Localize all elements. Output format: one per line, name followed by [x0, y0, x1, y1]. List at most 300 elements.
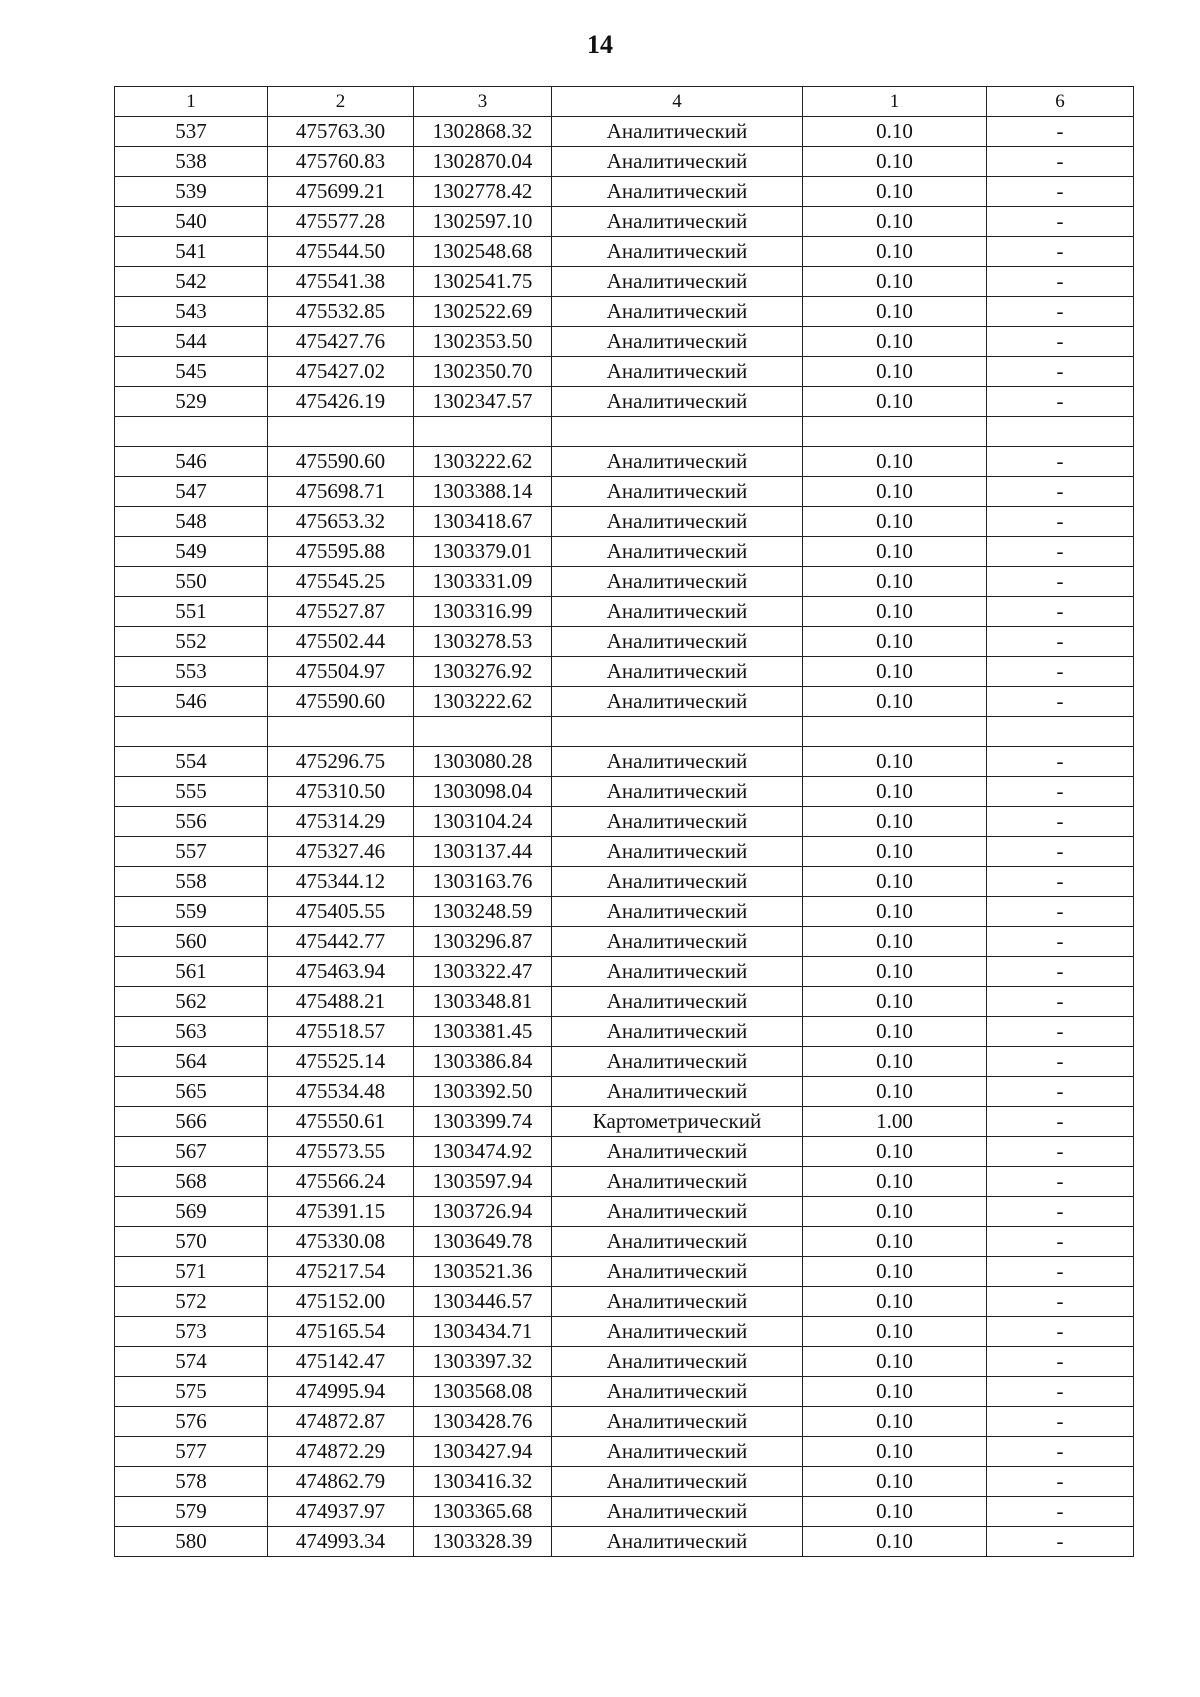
point-number-cell: 556	[115, 807, 268, 837]
note-cell: -	[987, 507, 1134, 537]
y-coordinate-cell: 1302350.70	[414, 357, 552, 387]
x-coordinate-cell: 475595.88	[268, 537, 414, 567]
y-coordinate-cell: 1303322.47	[414, 957, 552, 987]
accuracy-cell	[803, 417, 987, 447]
point-number-cell: 548	[115, 507, 268, 537]
point-number-cell: 573	[115, 1317, 268, 1347]
y-coordinate-cell: 1303446.57	[414, 1287, 552, 1317]
point-number-cell: 537	[115, 117, 268, 147]
table-row	[115, 477, 1134, 507]
header-cell: 4	[552, 87, 803, 117]
method-cell: Аналитический	[552, 1437, 803, 1467]
accuracy-cell: 0.10	[803, 657, 987, 687]
note-cell: -	[987, 1197, 1134, 1227]
note-cell: -	[987, 867, 1134, 897]
header-cell: 6	[987, 87, 1134, 117]
accuracy-cell: 0.10	[803, 237, 987, 267]
x-coordinate-cell: 475698.71	[268, 477, 414, 507]
table-header-row	[115, 87, 1134, 117]
accuracy-cell: 0.10	[803, 1077, 987, 1107]
y-coordinate-cell: 1303416.32	[414, 1467, 552, 1497]
method-cell: Аналитический	[552, 1227, 803, 1257]
accuracy-cell: 0.10	[803, 387, 987, 417]
method-cell: Аналитический	[552, 237, 803, 267]
x-coordinate-cell: 475525.14	[268, 1047, 414, 1077]
note-cell: -	[987, 477, 1134, 507]
x-coordinate-cell: 475590.60	[268, 447, 414, 477]
accuracy-cell: 0.10	[803, 627, 987, 657]
note-cell: -	[987, 777, 1134, 807]
x-coordinate-cell: 475534.48	[268, 1077, 414, 1107]
method-cell: Аналитический	[552, 507, 803, 537]
table-row	[115, 447, 1134, 477]
accuracy-cell: 0.10	[803, 1017, 987, 1047]
accuracy-cell: 0.10	[803, 807, 987, 837]
x-coordinate-cell: 475427.02	[268, 357, 414, 387]
note-cell: -	[987, 267, 1134, 297]
point-number-cell: 557	[115, 837, 268, 867]
method-cell: Аналитический	[552, 1497, 803, 1527]
accuracy-cell: 0.10	[803, 537, 987, 567]
y-coordinate-cell: 1303331.09	[414, 567, 552, 597]
method-cell: Аналитический	[552, 627, 803, 657]
point-number-cell: 569	[115, 1197, 268, 1227]
accuracy-cell: 0.10	[803, 987, 987, 1017]
header-cell: 1	[115, 87, 268, 117]
note-cell: -	[987, 1137, 1134, 1167]
x-coordinate-cell: 475310.50	[268, 777, 414, 807]
accuracy-cell: 0.10	[803, 147, 987, 177]
method-cell: Аналитический	[552, 1167, 803, 1197]
table-row	[115, 1437, 1134, 1467]
table-row	[115, 927, 1134, 957]
table-row	[115, 1257, 1134, 1287]
accuracy-cell: 0.10	[803, 327, 987, 357]
method-cell: Аналитический	[552, 1017, 803, 1047]
point-number-cell: 561	[115, 957, 268, 987]
x-coordinate-cell: 475518.57	[268, 1017, 414, 1047]
point-number-cell: 579	[115, 1497, 268, 1527]
point-number-cell: 568	[115, 1167, 268, 1197]
x-coordinate-cell: 474937.97	[268, 1497, 414, 1527]
accuracy-cell: 0.10	[803, 1287, 987, 1317]
x-coordinate-cell: 475344.12	[268, 867, 414, 897]
point-number-cell: 576	[115, 1407, 268, 1437]
method-cell: Аналитический	[552, 987, 803, 1017]
method-cell: Аналитический	[552, 1077, 803, 1107]
accuracy-cell: 0.10	[803, 1407, 987, 1437]
accuracy-cell: 0.10	[803, 507, 987, 537]
table-row	[115, 387, 1134, 417]
point-number-cell: 572	[115, 1287, 268, 1317]
note-cell: -	[987, 117, 1134, 147]
point-number-cell: 553	[115, 657, 268, 687]
table-row	[115, 147, 1134, 177]
point-number-cell: 554	[115, 747, 268, 777]
point-number-cell	[115, 717, 268, 747]
y-coordinate-cell: 1303348.81	[414, 987, 552, 1017]
table-row	[115, 597, 1134, 627]
note-cell: -	[987, 147, 1134, 177]
table-row	[115, 987, 1134, 1017]
table-row	[115, 1317, 1134, 1347]
point-number-cell: 540	[115, 207, 268, 237]
y-coordinate-cell: 1303379.01	[414, 537, 552, 567]
x-coordinate-cell: 475699.21	[268, 177, 414, 207]
point-number-cell: 542	[115, 267, 268, 297]
accuracy-cell: 0.10	[803, 1497, 987, 1527]
y-coordinate-cell: 1303316.99	[414, 597, 552, 627]
note-cell: -	[987, 1167, 1134, 1197]
note-cell	[987, 417, 1134, 447]
note-cell: -	[987, 807, 1134, 837]
y-coordinate-cell: 1303137.44	[414, 837, 552, 867]
point-number-cell: 565	[115, 1077, 268, 1107]
note-cell: -	[987, 927, 1134, 957]
note-cell: -	[987, 987, 1134, 1017]
method-cell: Аналитический	[552, 747, 803, 777]
table-row	[115, 1527, 1134, 1557]
note-cell: -	[987, 1347, 1134, 1377]
note-cell: -	[987, 627, 1134, 657]
method-cell	[552, 717, 803, 747]
note-cell: -	[987, 1317, 1134, 1347]
method-cell: Аналитический	[552, 1317, 803, 1347]
table-row	[115, 327, 1134, 357]
note-cell: -	[987, 177, 1134, 207]
accuracy-cell: 0.10	[803, 1197, 987, 1227]
accuracy-cell: 0.10	[803, 687, 987, 717]
x-coordinate-cell	[268, 417, 414, 447]
method-cell: Аналитический	[552, 357, 803, 387]
point-number-cell: 529	[115, 387, 268, 417]
method-cell: Аналитический	[552, 837, 803, 867]
note-cell: -	[987, 1257, 1134, 1287]
accuracy-cell: 0.10	[803, 777, 987, 807]
x-coordinate-cell: 475391.15	[268, 1197, 414, 1227]
point-number-cell	[115, 417, 268, 447]
x-coordinate-cell: 475544.50	[268, 237, 414, 267]
accuracy-cell: 0.10	[803, 867, 987, 897]
method-cell: Аналитический	[552, 957, 803, 987]
x-coordinate-cell: 475653.32	[268, 507, 414, 537]
accuracy-cell: 0.10	[803, 117, 987, 147]
point-number-cell: 563	[115, 1017, 268, 1047]
table-row	[115, 1347, 1134, 1377]
point-number-cell: 578	[115, 1467, 268, 1497]
accuracy-cell: 0.10	[803, 357, 987, 387]
y-coordinate-cell: 1303386.84	[414, 1047, 552, 1077]
accuracy-cell: 0.10	[803, 927, 987, 957]
note-cell: -	[987, 357, 1134, 387]
y-coordinate-cell: 1303163.76	[414, 867, 552, 897]
x-coordinate-cell: 475217.54	[268, 1257, 414, 1287]
point-number-cell: 574	[115, 1347, 268, 1377]
coordinates-table	[114, 86, 1134, 1557]
y-coordinate-cell: 1303418.67	[414, 507, 552, 537]
note-cell: -	[987, 957, 1134, 987]
table-row	[115, 1287, 1134, 1317]
point-number-cell: 571	[115, 1257, 268, 1287]
x-coordinate-cell: 475550.61	[268, 1107, 414, 1137]
note-cell: -	[987, 1107, 1134, 1137]
y-coordinate-cell: 1302347.57	[414, 387, 552, 417]
y-coordinate-cell: 1303568.08	[414, 1377, 552, 1407]
table-row	[115, 537, 1134, 567]
table-row	[115, 237, 1134, 267]
y-coordinate-cell: 1302778.42	[414, 177, 552, 207]
y-coordinate-cell: 1303381.45	[414, 1017, 552, 1047]
x-coordinate-cell: 475577.28	[268, 207, 414, 237]
y-coordinate-cell: 1303427.94	[414, 1437, 552, 1467]
point-number-cell: 577	[115, 1437, 268, 1467]
table-row	[115, 837, 1134, 867]
y-coordinate-cell: 1303365.68	[414, 1497, 552, 1527]
header-cell: 3	[414, 87, 552, 117]
y-coordinate-cell: 1303726.94	[414, 1197, 552, 1227]
x-coordinate-cell: 475545.25	[268, 567, 414, 597]
table-row	[115, 1407, 1134, 1437]
note-cell: -	[987, 1017, 1134, 1047]
y-coordinate-cell: 1303434.71	[414, 1317, 552, 1347]
method-cell: Аналитический	[552, 267, 803, 297]
method-cell: Аналитический	[552, 1197, 803, 1227]
table-row	[115, 417, 1134, 447]
point-number-cell: 551	[115, 597, 268, 627]
note-cell: -	[987, 537, 1134, 567]
table-row	[115, 177, 1134, 207]
x-coordinate-cell: 475763.30	[268, 117, 414, 147]
y-coordinate-cell: 1303222.62	[414, 447, 552, 477]
point-number-cell: 570	[115, 1227, 268, 1257]
method-cell: Аналитический	[552, 1287, 803, 1317]
y-coordinate-cell: 1302522.69	[414, 297, 552, 327]
x-coordinate-cell	[268, 717, 414, 747]
accuracy-cell: 0.10	[803, 837, 987, 867]
note-cell: -	[987, 1497, 1134, 1527]
note-cell: -	[987, 447, 1134, 477]
table-row	[115, 117, 1134, 147]
table-row	[115, 657, 1134, 687]
method-cell	[552, 417, 803, 447]
method-cell: Аналитический	[552, 807, 803, 837]
accuracy-cell: 0.10	[803, 1377, 987, 1407]
y-coordinate-cell: 1303521.36	[414, 1257, 552, 1287]
x-coordinate-cell: 475502.44	[268, 627, 414, 657]
y-coordinate-cell: 1303399.74	[414, 1107, 552, 1137]
accuracy-cell: 0.10	[803, 1347, 987, 1377]
accuracy-cell: 0.10	[803, 447, 987, 477]
table-row	[115, 807, 1134, 837]
table-row	[115, 297, 1134, 327]
accuracy-cell: 1.00	[803, 1107, 987, 1137]
y-coordinate-cell	[414, 717, 552, 747]
x-coordinate-cell: 475314.29	[268, 807, 414, 837]
point-number-cell: 559	[115, 897, 268, 927]
method-cell: Аналитический	[552, 177, 803, 207]
method-cell: Аналитический	[552, 1047, 803, 1077]
table-row	[115, 567, 1134, 597]
note-cell: -	[987, 1227, 1134, 1257]
x-coordinate-cell: 475405.55	[268, 897, 414, 927]
point-number-cell: 564	[115, 1047, 268, 1077]
y-coordinate-cell: 1302548.68	[414, 237, 552, 267]
y-coordinate-cell: 1303649.78	[414, 1227, 552, 1257]
y-coordinate-cell: 1303276.92	[414, 657, 552, 687]
x-coordinate-cell: 474995.94	[268, 1377, 414, 1407]
method-cell: Аналитический	[552, 207, 803, 237]
note-cell: -	[987, 657, 1134, 687]
x-coordinate-cell: 475165.54	[268, 1317, 414, 1347]
accuracy-cell: 0.10	[803, 597, 987, 627]
method-cell: Аналитический	[552, 537, 803, 567]
y-coordinate-cell: 1302597.10	[414, 207, 552, 237]
note-cell: -	[987, 897, 1134, 927]
note-cell: -	[987, 1407, 1134, 1437]
method-cell: Аналитический	[552, 897, 803, 927]
note-cell: -	[987, 1527, 1134, 1557]
accuracy-cell: 0.10	[803, 267, 987, 297]
table-row	[115, 897, 1134, 927]
table-row	[115, 957, 1134, 987]
note-cell: -	[987, 567, 1134, 597]
table-row	[115, 1467, 1134, 1497]
y-coordinate-cell: 1303428.76	[414, 1407, 552, 1437]
accuracy-cell: 0.10	[803, 1047, 987, 1077]
accuracy-cell: 0.10	[803, 177, 987, 207]
accuracy-cell: 0.10	[803, 1167, 987, 1197]
note-cell: -	[987, 1047, 1134, 1077]
accuracy-cell: 0.10	[803, 957, 987, 987]
x-coordinate-cell: 474993.34	[268, 1527, 414, 1557]
y-coordinate-cell: 1303597.94	[414, 1167, 552, 1197]
note-cell: -	[987, 597, 1134, 627]
y-coordinate-cell: 1302870.04	[414, 147, 552, 177]
x-coordinate-cell: 475504.97	[268, 657, 414, 687]
accuracy-cell: 0.10	[803, 1317, 987, 1347]
method-cell: Аналитический	[552, 327, 803, 357]
table-row	[115, 1227, 1134, 1257]
method-cell: Аналитический	[552, 1407, 803, 1437]
table-row	[115, 1167, 1134, 1197]
note-cell: -	[987, 1287, 1134, 1317]
x-coordinate-cell: 475330.08	[268, 1227, 414, 1257]
x-coordinate-cell: 475527.87	[268, 597, 414, 627]
point-number-cell: 547	[115, 477, 268, 507]
method-cell: Аналитический	[552, 1467, 803, 1497]
note-cell: -	[987, 327, 1134, 357]
method-cell: Аналитический	[552, 1347, 803, 1377]
table-row	[115, 1137, 1134, 1167]
method-cell: Аналитический	[552, 597, 803, 627]
point-number-cell: 575	[115, 1377, 268, 1407]
header-cell: 2	[268, 87, 414, 117]
x-coordinate-cell: 474872.29	[268, 1437, 414, 1467]
method-cell: Картометрический	[552, 1107, 803, 1137]
point-number-cell: 539	[115, 177, 268, 207]
method-cell: Аналитический	[552, 777, 803, 807]
note-cell: -	[987, 237, 1134, 267]
point-number-cell: 545	[115, 357, 268, 387]
accuracy-cell: 0.10	[803, 897, 987, 927]
table-row	[115, 777, 1134, 807]
point-number-cell: 580	[115, 1527, 268, 1557]
y-coordinate-cell	[414, 417, 552, 447]
table-row	[115, 1017, 1134, 1047]
y-coordinate-cell: 1302353.50	[414, 327, 552, 357]
x-coordinate-cell: 475573.55	[268, 1137, 414, 1167]
method-cell: Аналитический	[552, 867, 803, 897]
note-cell: -	[987, 207, 1134, 237]
point-number-cell: 567	[115, 1137, 268, 1167]
table-row	[115, 1497, 1134, 1527]
method-cell: Аналитический	[552, 657, 803, 687]
y-coordinate-cell: 1303397.32	[414, 1347, 552, 1377]
x-coordinate-cell: 474862.79	[268, 1467, 414, 1497]
table-row	[115, 1077, 1134, 1107]
note-cell: -	[987, 387, 1134, 417]
method-cell: Аналитический	[552, 477, 803, 507]
method-cell: Аналитический	[552, 1137, 803, 1167]
table-row	[115, 867, 1134, 897]
table-row	[115, 717, 1134, 747]
point-number-cell: 546	[115, 687, 268, 717]
x-coordinate-cell: 475463.94	[268, 957, 414, 987]
note-cell	[987, 717, 1134, 747]
accuracy-cell: 0.10	[803, 477, 987, 507]
table-row	[115, 1107, 1134, 1137]
point-number-cell: 538	[115, 147, 268, 177]
point-number-cell: 541	[115, 237, 268, 267]
x-coordinate-cell: 475590.60	[268, 687, 414, 717]
method-cell: Аналитический	[552, 297, 803, 327]
accuracy-cell	[803, 717, 987, 747]
y-coordinate-cell: 1303328.39	[414, 1527, 552, 1557]
point-number-cell: 552	[115, 627, 268, 657]
point-number-cell: 549	[115, 537, 268, 567]
table-row	[115, 507, 1134, 537]
note-cell: -	[987, 1377, 1134, 1407]
point-number-cell: 560	[115, 927, 268, 957]
x-coordinate-cell: 475327.46	[268, 837, 414, 867]
y-coordinate-cell: 1303098.04	[414, 777, 552, 807]
note-cell: -	[987, 1077, 1134, 1107]
method-cell: Аналитический	[552, 447, 803, 477]
x-coordinate-cell: 475152.00	[268, 1287, 414, 1317]
accuracy-cell: 0.10	[803, 1227, 987, 1257]
point-number-cell: 543	[115, 297, 268, 327]
accuracy-cell: 0.10	[803, 567, 987, 597]
note-cell: -	[987, 297, 1134, 327]
point-number-cell: 558	[115, 867, 268, 897]
note-cell: -	[987, 1437, 1134, 1467]
y-coordinate-cell: 1303388.14	[414, 477, 552, 507]
y-coordinate-cell: 1303104.24	[414, 807, 552, 837]
method-cell: Аналитический	[552, 117, 803, 147]
accuracy-cell: 0.10	[803, 1257, 987, 1287]
x-coordinate-cell: 475426.19	[268, 387, 414, 417]
table-body	[115, 117, 1134, 1557]
note-cell: -	[987, 837, 1134, 867]
table-row	[115, 1377, 1134, 1407]
x-coordinate-cell: 475488.21	[268, 987, 414, 1017]
table-row	[115, 627, 1134, 657]
method-cell: Аналитический	[552, 927, 803, 957]
x-coordinate-cell: 475532.85	[268, 297, 414, 327]
accuracy-cell: 0.10	[803, 747, 987, 777]
y-coordinate-cell: 1303296.87	[414, 927, 552, 957]
method-cell: Аналитический	[552, 1377, 803, 1407]
